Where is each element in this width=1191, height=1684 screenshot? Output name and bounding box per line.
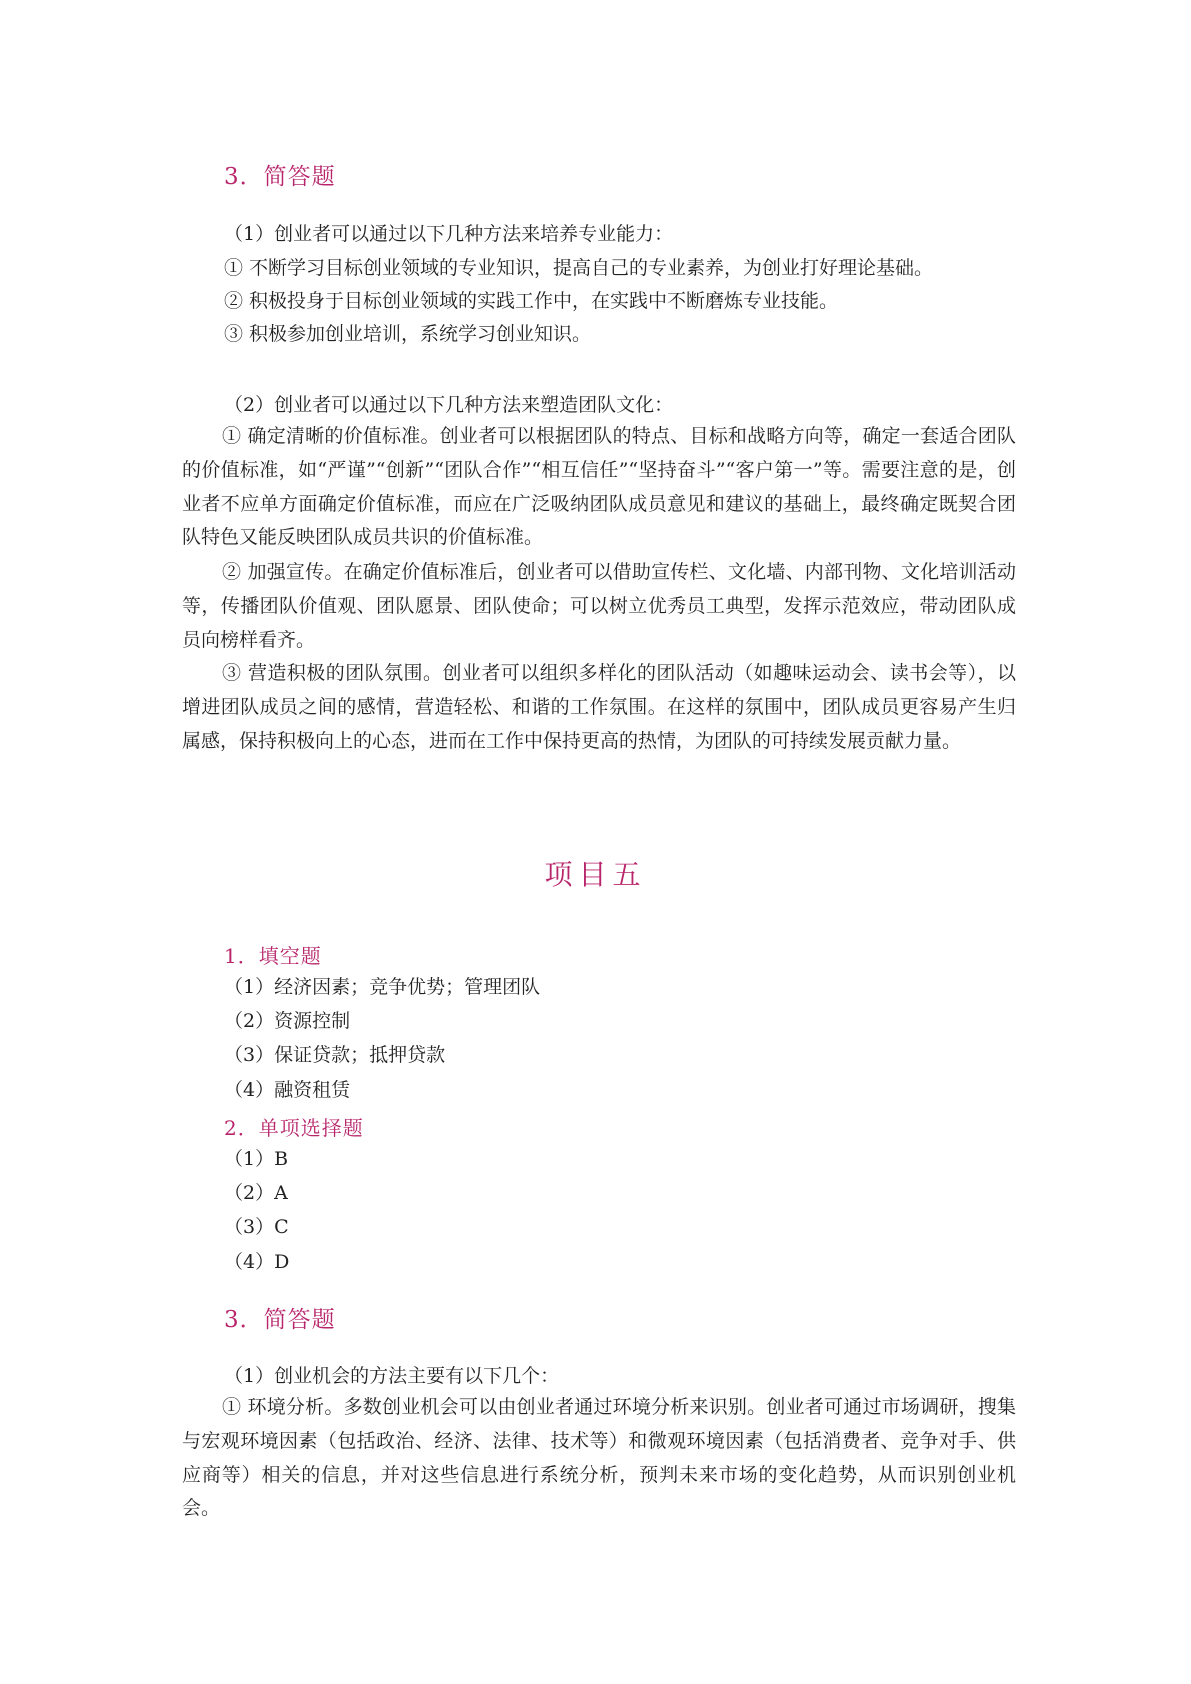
- answer-line: （3）保证贷款；抵押贷款: [224, 1044, 446, 1066]
- section-heading-fill-blank: 1．填空题: [224, 944, 322, 968]
- answer-line: （4）融资租赁: [224, 1079, 351, 1101]
- answer-line: （3）C: [224, 1216, 289, 1238]
- paragraph: ③ 营造积极的团队氛围。创业者可以组织多样化的团队活动（如趣味运动会、读书会等），以增进团队成员之间的感情，营造轻松、和谐的工作氛围。在这样的氛围中，团队成员更容易产生归属感，保持积极向上的心态，进而在工作中保持更高的热情，为团队的可持续发展贡献力量。: [182, 662, 1016, 752]
- section-heading-single-choice: 2．单项选择题: [224, 1116, 364, 1140]
- answer-line: （4）D: [224, 1251, 290, 1273]
- answer-line: （2）A: [224, 1182, 288, 1204]
- question-intro: （2）创业者可以通过以下几种方法来塑造团队文化：: [224, 394, 674, 416]
- list-item: ③ 积极参加创业培训，系统学习创业知识。: [224, 323, 592, 345]
- question-intro: （1）创业者可以通过以下几种方法来培养专业能力：: [224, 223, 674, 245]
- answer-line: （2）资源控制: [224, 1010, 351, 1032]
- answer-line: （1）B: [224, 1148, 289, 1170]
- question-intro: （1）创业机会的方法主要有以下几个：: [224, 1365, 560, 1387]
- paragraph: ① 环境分析。多数创业机会可以由创业者通过环境分析来识别。创业者可通过市场调研，搜集与宏观环境因素（包括政治、经济、法律、技术等）和微观环境因素（包括消费者、竞争对手、供应商等）相关的信息，并对这些信息进行系统分析，预判未来市场的变化趋势，从而识别创业机会。: [182, 1396, 1016, 1520]
- paragraph: ② 加强宣传。在确定价值标准后，创业者可以借助宣传栏、文化墙、内部刊物、文化培训活动等，传播团队价值观、团队愿景、团队使命；可以树立优秀员工典型，发挥示范效应，带动团队成员向榜样看齐。: [182, 561, 1016, 651]
- paragraph: ① 确定清晰的价值标准。创业者可以根据团队的特点、目标和战略方向等，确定一套适合团队的价值标准，如“严谨”“创新”“团队合作”“相互信任”“坚持奋斗”“客户第一”等。需要注意的是，创业者不应单方面确定价值标准，而应在广泛吸纳团队成员意见和建议的基础上，最终确定既契合团队特色又能反映团队成员共识的价值标准。: [182, 425, 1016, 549]
- list-item: ① 不断学习目标创业领域的专业知识，提高自己的专业素养，为创业打好理论基础。: [224, 257, 934, 279]
- answer-line: （1）经济因素；竞争优势；管理团队: [224, 976, 541, 998]
- section-heading-short-answer: 3．简答题: [224, 164, 336, 190]
- section-heading-short-answer: 3．简答题: [224, 1307, 336, 1333]
- project-title: 项目五: [544, 858, 647, 891]
- list-item: ② 积极投身于目标创业领域的实践工作中，在实践中不断磨炼专业技能。: [224, 290, 839, 312]
